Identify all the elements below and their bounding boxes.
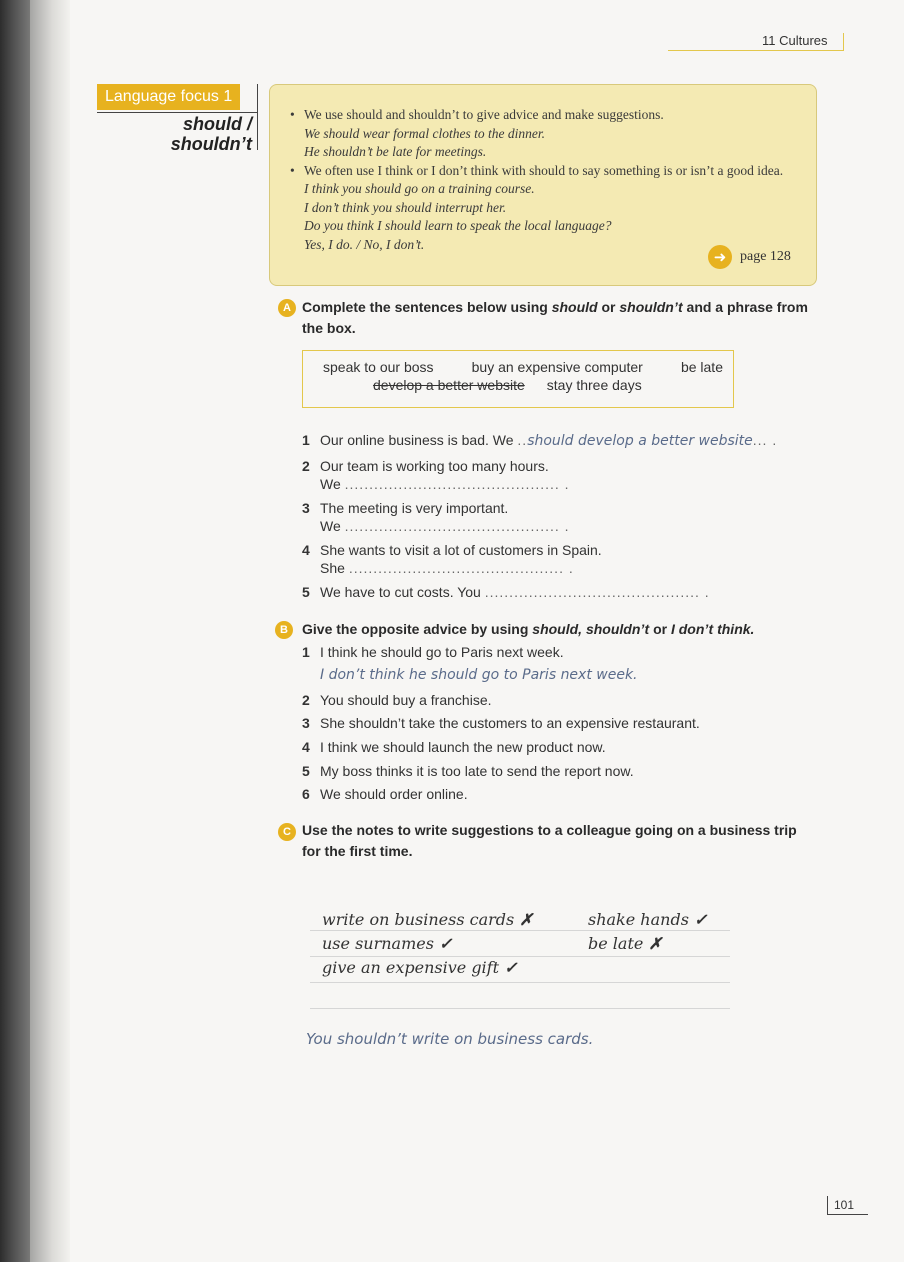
note-item: shake hands ✓ bbox=[588, 910, 708, 929]
exercise-b-item: 3 She shouldn’t take the customers to an expensive restaurant. bbox=[302, 715, 700, 731]
phrase: stay three days bbox=[546, 377, 642, 393]
note-line bbox=[310, 1008, 730, 1009]
spine-dark-edge bbox=[0, 0, 30, 1262]
handwritten-answer: I don’t think he should go to Paris next week. bbox=[320, 667, 638, 683]
note-item: give an expensive gift ✓ bbox=[322, 958, 518, 977]
exercise-a-badge: A bbox=[278, 299, 296, 317]
grammar-bullet: • We use should and shouldn’t to give advice and make suggestions. bbox=[288, 106, 798, 125]
note-line bbox=[310, 930, 730, 931]
check-icon: ✓ bbox=[439, 934, 453, 953]
page-number: 101 bbox=[827, 1196, 868, 1215]
exercise-c-badge: C bbox=[278, 823, 296, 841]
exercise-a-item: 3 The meeting is very important. bbox=[302, 500, 509, 516]
phrase: buy an expensive computer bbox=[471, 359, 643, 375]
note-line bbox=[310, 956, 730, 957]
language-focus-bar bbox=[257, 84, 258, 150]
exercise-a-item[interactable]: 5 We have to cut costs. You ............................................ . bbox=[302, 584, 710, 600]
grammar-example: Do you think I should learn to speak the local language? bbox=[304, 218, 612, 233]
chapter-header: 11 Cultures bbox=[762, 33, 828, 48]
grammar-example: I don’t think you should interrupt her. bbox=[304, 199, 507, 215]
exercise-a-item: 4 She wants to visit a lot of customers in Spain. bbox=[302, 542, 602, 558]
exercise-b-instruction: Give the opposite advice by using should, shouldn’t or I don’t think. bbox=[302, 621, 755, 637]
page-reference-link[interactable] bbox=[708, 245, 791, 269]
grammar-example: Yes, I do. / No, I don’t. bbox=[304, 236, 425, 252]
language-focus-title: should / shouldn’t bbox=[170, 114, 252, 154]
note-item: use surnames ✓ bbox=[322, 934, 453, 953]
check-icon: ✓ bbox=[694, 910, 708, 929]
example-answer: You shouldn’t write on business cards. bbox=[306, 1030, 594, 1048]
exercise-b-item: 1 I think he should go to Paris next week. bbox=[302, 644, 564, 660]
language-focus-tag: Language focus 1 bbox=[97, 84, 240, 110]
exercise-c-instruction: Use the notes to write suggestions to a colleague going on a business trip for the first time. bbox=[302, 822, 797, 859]
exercise-a-item: 2 Our team is working too many hours. bbox=[302, 458, 549, 474]
page-reference-label: page 128 bbox=[740, 248, 791, 264]
chapter-bar bbox=[843, 33, 844, 51]
exercise-b-item: 2 You should buy a franchise. bbox=[302, 692, 492, 708]
phrase-box bbox=[302, 350, 734, 408]
exercise-b-item: 4 I think we should launch the new product now. bbox=[302, 739, 606, 755]
exercise-b-badge: B bbox=[275, 621, 293, 639]
note-line bbox=[310, 982, 730, 983]
grammar-example: He shouldn’t be late for meetings. bbox=[304, 144, 487, 159]
check-icon: ✓ bbox=[504, 958, 518, 977]
handwritten-answer: should develop a better website bbox=[527, 433, 753, 449]
cross-icon: ✗ bbox=[519, 910, 533, 929]
chapter-rule bbox=[668, 50, 843, 51]
cross-icon: ✗ bbox=[648, 934, 662, 953]
exercise-a-instruction: Complete the sentences below using should or shouldn’t and a phrase from the box. bbox=[302, 299, 808, 336]
grammar-example: I think you should go on a training course. bbox=[304, 181, 535, 196]
phrase: be late bbox=[680, 359, 723, 375]
exercise-a-item: 1 Our online business is bad. We ..should develop a better website... . bbox=[302, 432, 778, 449]
arrow-right-icon: ➜ bbox=[708, 245, 732, 269]
grammar-box bbox=[269, 84, 817, 286]
exercise-b-item: 6 We should order online. bbox=[302, 786, 468, 802]
exercise-b-item: 5 My boss thinks it is too late to send the report now. bbox=[302, 763, 634, 779]
answer-line[interactable]: We ............................................ . bbox=[320, 518, 570, 534]
phrase: speak to our boss bbox=[323, 359, 434, 375]
note-item: write on business cards ✗ bbox=[322, 910, 533, 929]
grammar-example: We should wear formal clothes to the dinner. bbox=[304, 125, 545, 141]
grammar-bullet: • We often use I think or I don’t think with should to say something is or isn’t a good idea. bbox=[288, 162, 798, 181]
note-item: be late ✗ bbox=[588, 934, 662, 953]
language-focus-rule bbox=[97, 112, 257, 113]
answer-line[interactable]: She ............................................ . bbox=[320, 560, 574, 576]
phrase-used: develop a better website bbox=[373, 377, 525, 393]
answer-line[interactable]: We ............................................ . bbox=[320, 476, 570, 492]
